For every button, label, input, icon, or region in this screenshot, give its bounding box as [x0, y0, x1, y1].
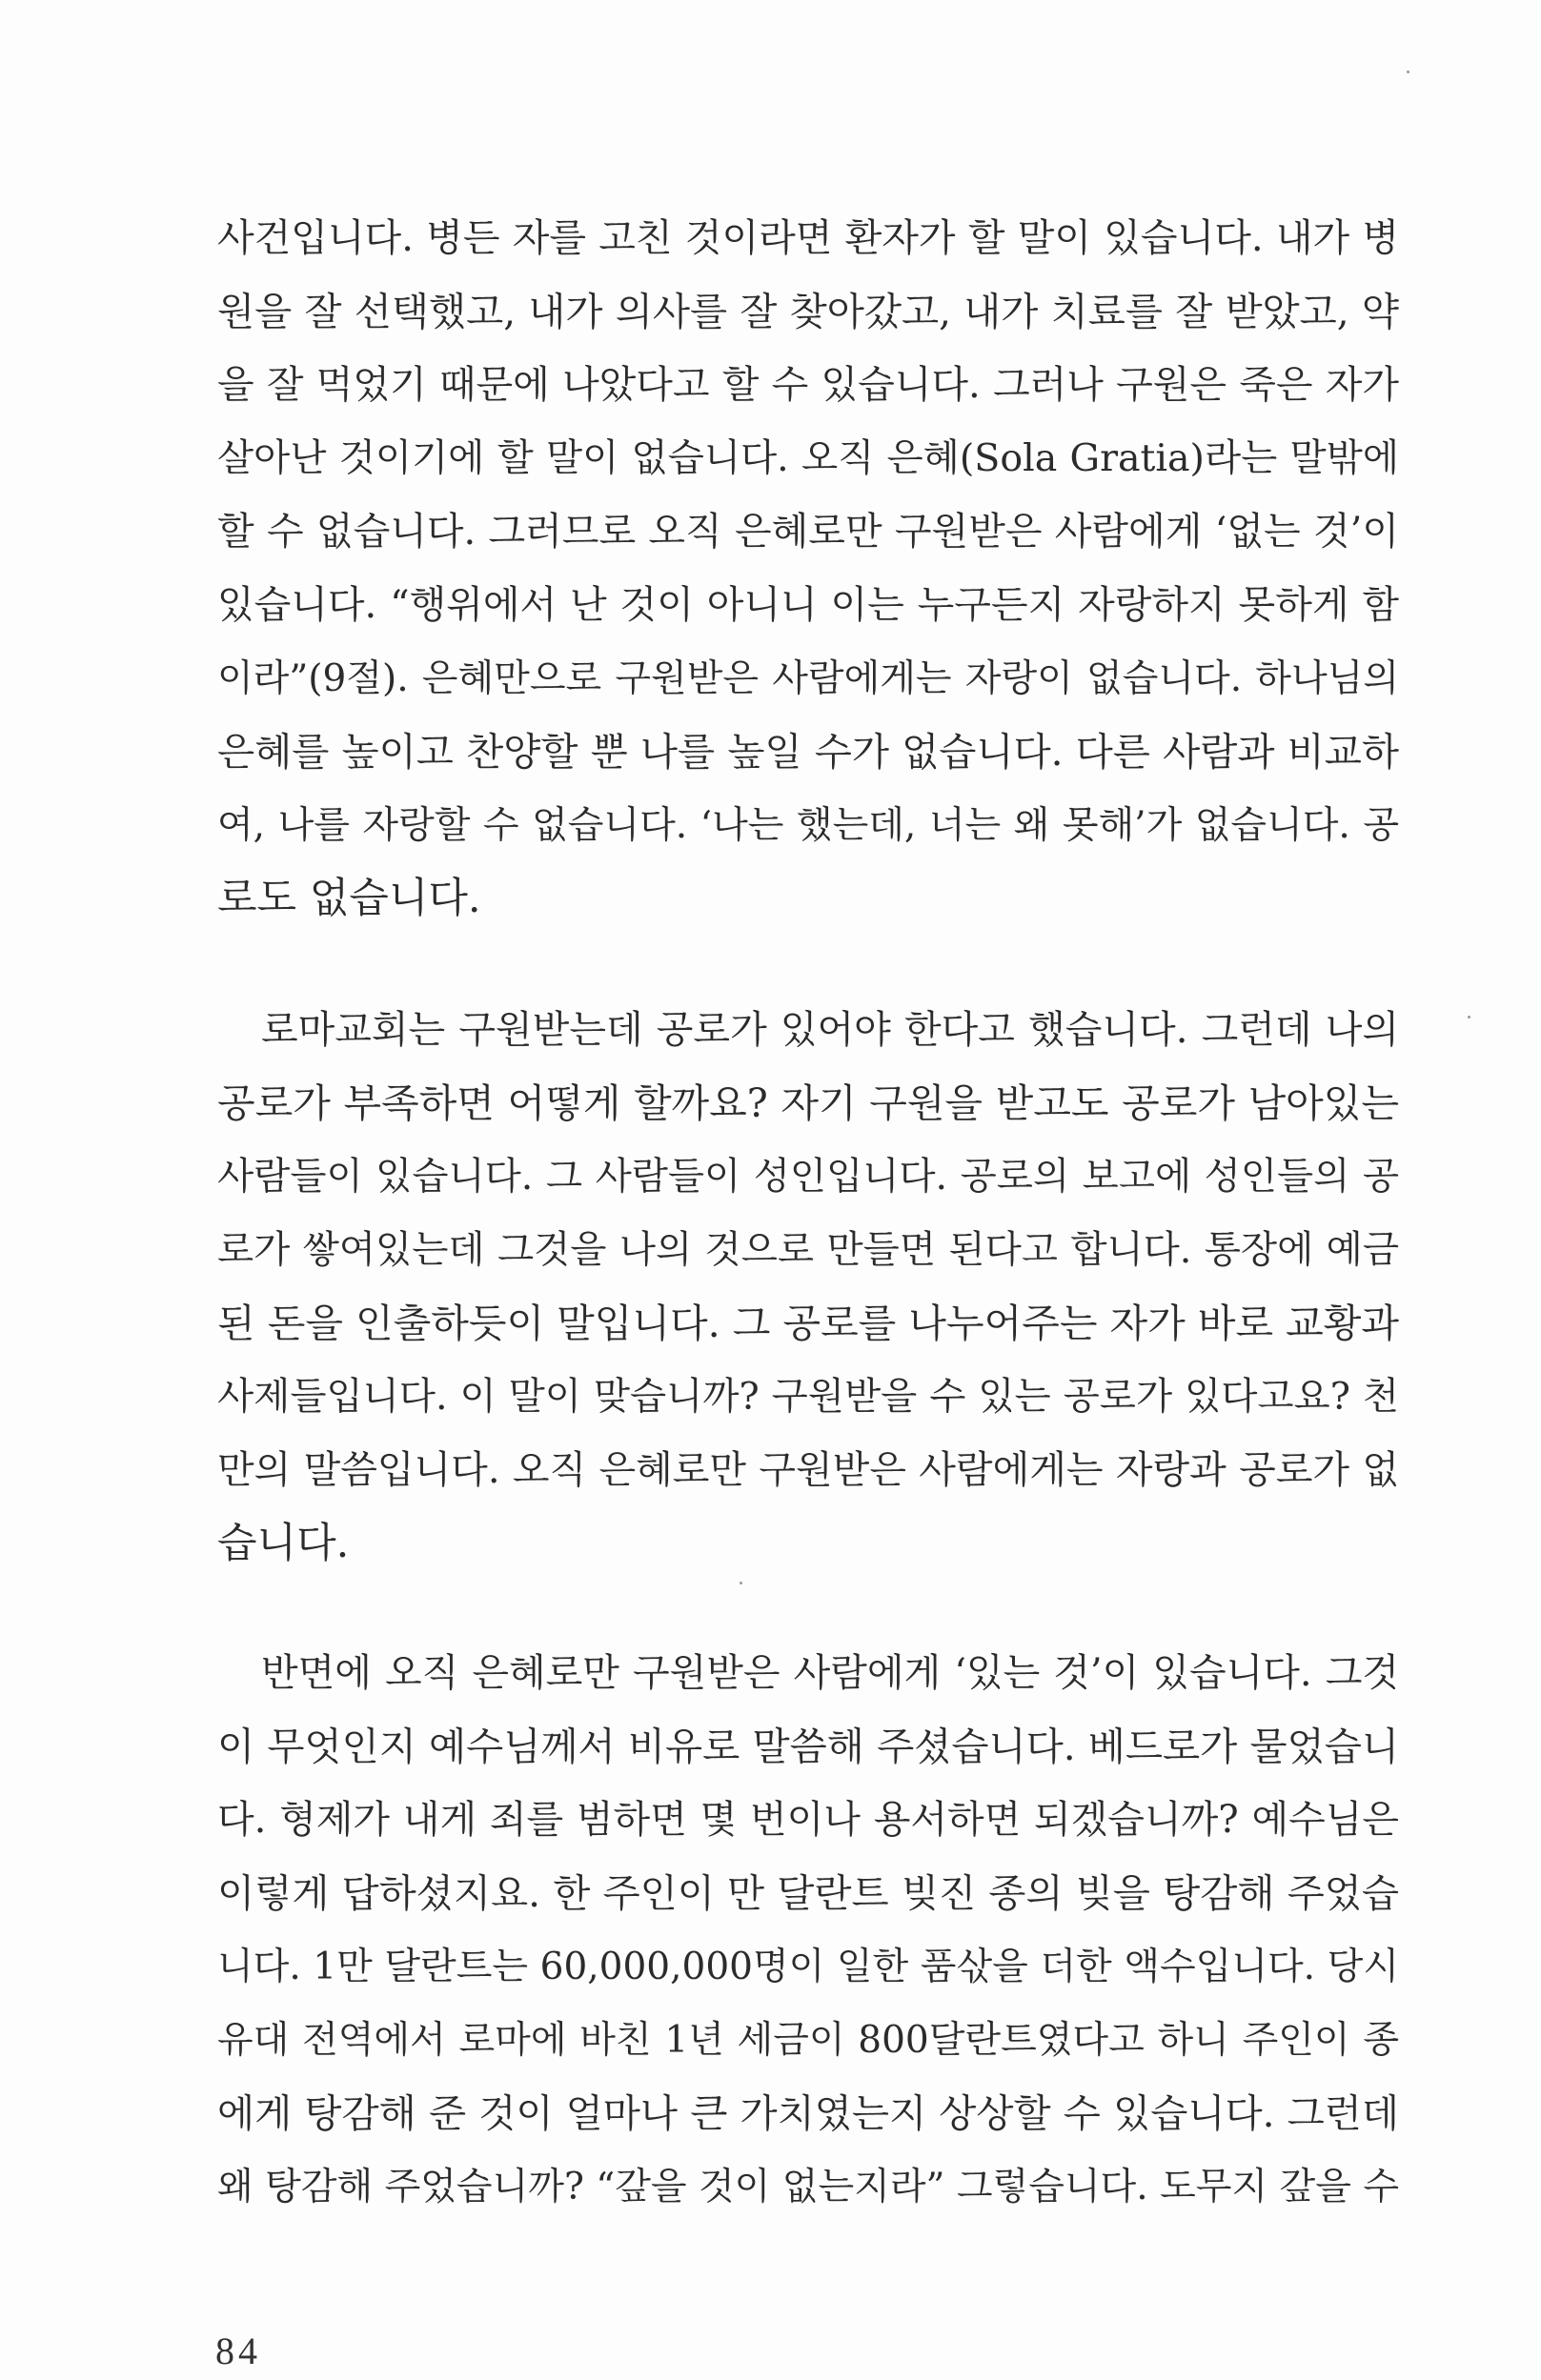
paragraph-1: [217, 202, 1399, 936]
page-number: 84: [215, 2330, 261, 2372]
text-line: 살아난 것이기에 할 말이 없습니다. 오직 은혜(Sola Gratia)라는 말밖에: [217, 436, 1399, 480]
text-line: 로마교회는 구원받는데 공로가 있어야 한다고 했습니다. 그런데 나의: [261, 1008, 1399, 1052]
text-line: 로가 쌓여있는데 그것을 나의 것으로 만들면 된다고 합니다. 통장에 예금: [217, 1228, 1399, 1272]
text-line: 은혜를 높이고 찬양할 뿐 나를 높일 수가 없습니다. 다른 사람과 비교하: [217, 729, 1399, 775]
text-line: 니다. 1만 달란트는 60,000,000명이 일한 품삯을 더한 액수입니다. 당시: [217, 1946, 1399, 1988]
text-line: 이렇게 답하셨지요. 한 주인이 만 달란트 빚진 종의 빚을 탕감해 주었습: [217, 1870, 1399, 1916]
text-line: 을 잘 먹었기 때문에 나았다고 할 수 있습니다. 그러나 구원은 죽은 자가: [217, 363, 1399, 407]
text-line: 만의 말씀입니다. 오직 은혜로만 구원받은 사람에게는 자랑과 공로가 없: [217, 1448, 1399, 1492]
text-line: 로도 없습니다.: [217, 875, 481, 922]
text-line: 왜 탕감해 주었습니까? “갚을 것이 없는지라” 그렇습니다. 도무지 갚을 수: [217, 2166, 1399, 2209]
text-line: 공로가 부족하면 어떻게 할까요? 자기 구원을 받고도 공로가 남아있는: [217, 1080, 1399, 1126]
text-line: 반면에 오직 은혜로만 구원받은 사람에게 ‘있는 것’이 있습니다. 그것: [261, 1651, 1399, 1695]
text-line: 할 수 없습니다. 그러므로 오직 은혜로만 구원받은 사람에게 ‘없는 것’이: [217, 510, 1399, 554]
text-line: 에게 탕감해 준 것이 얼마나 큰 가치였는지 상상할 수 있습니다. 그런데: [217, 2090, 1399, 2136]
text-line: 원을 잘 선택했고, 내가 의사를 잘 찾아갔고, 내가 치료를 잘 받았고, 약: [217, 289, 1399, 334]
text-line: 유대 전역에서 로마에 바친 1년 세금이 800달란트였다고 하니 주인이 종: [217, 2019, 1399, 2062]
scan-speck: [740, 1582, 742, 1584]
paragraph-3: [217, 1637, 1399, 2224]
text-line: 사람들이 있습니다. 그 사람들이 성인입니다. 공로의 보고에 성인들의 공: [217, 1155, 1399, 1199]
paragraph-2: [217, 994, 1399, 1581]
text-line: 다. 형제가 내게 죄를 범하면 몇 번이나 용서하면 되겠습니까? 예수님은: [217, 1798, 1399, 1842]
text-line: 이라”(9절). 은혜만으로 구원받은 사람에게는 자랑이 없습니다. 하나님의: [217, 657, 1399, 700]
text-line: 사제들입니다. 이 말이 맞습니까? 구원받을 수 있는 공로가 있다고요? 천: [217, 1375, 1399, 1419]
scan-speck: [1407, 71, 1409, 73]
text-line: 사건입니다. 병든 자를 고친 것이라면 환자가 할 말이 있습니다. 내가 병: [217, 216, 1399, 260]
scan-speck: [1468, 1016, 1470, 1019]
text-line: 여, 나를 자랑할 수 없습니다. ‘나는 했는데, 너는 왜 못해’가 없습니다. 공: [217, 804, 1399, 847]
text-line: 이 무엇인지 예수님께서 비유로 말씀해 주셨습니다. 베드로가 물었습니: [217, 1724, 1399, 1769]
text-line: 습니다.: [217, 1520, 350, 1567]
text-line: 된 돈을 인출하듯이 말입니다. 그 공로를 나누어주는 자가 바로 교황과: [217, 1301, 1399, 1346]
text-line: 있습니다. “행위에서 난 것이 아니니 이는 누구든지 자랑하지 못하게 함: [217, 583, 1399, 627]
